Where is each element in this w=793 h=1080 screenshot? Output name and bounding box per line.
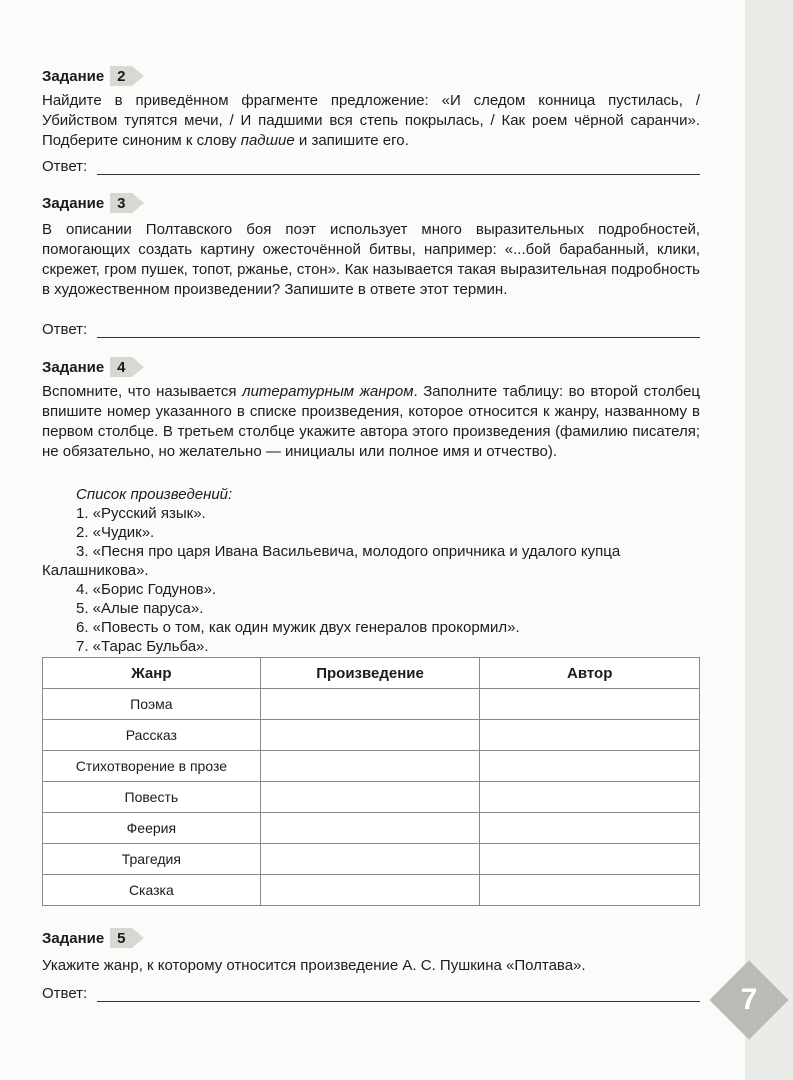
table-row <box>43 751 700 782</box>
table-row <box>43 720 700 751</box>
task-5-answer <box>42 985 700 1002</box>
table-row <box>43 875 700 906</box>
work-cell[interactable] <box>260 782 480 813</box>
genre-cell: Трагедия <box>43 844 261 875</box>
genre-cell: Сказка <box>43 875 261 906</box>
task-3-answer <box>42 321 700 338</box>
table-row <box>43 689 700 720</box>
task-4-header <box>42 357 144 377</box>
task-2-label: Задание <box>42 67 105 85</box>
work-cell[interactable] <box>260 689 480 720</box>
task-5-number-tail <box>132 928 144 948</box>
works-list <box>42 485 700 656</box>
table-header-row <box>43 658 700 689</box>
task-3-answer-line[interactable] <box>97 323 700 338</box>
task-2-number: 2 <box>110 66 132 86</box>
genre-cell: Повесть <box>43 782 261 813</box>
author-cell[interactable] <box>480 751 700 782</box>
list-item: 3. «Песня про царя Ивана Васильевича, молодого опричника и удалого купца <box>76 543 621 560</box>
task-4-number-tail <box>132 357 144 377</box>
task-2-text-part: Найдите в приведённом фрагменте предложение: «И следом конница пустилась, / Убийством тупятся мечи, / И падшими вся степь покрылась, / Как роем чёрной саранчи». Подберите синоним к слову <box>42 92 700 149</box>
task-2-answer-label: Ответ: <box>42 158 88 175</box>
header-author: Автор <box>480 658 700 689</box>
task-5-label: Задание <box>42 929 105 947</box>
page-edge-strip <box>745 0 793 1080</box>
list-item-continuation: Калашникова». <box>42 562 149 579</box>
task-2-header <box>42 66 144 86</box>
task-3-label: Задание <box>42 194 105 212</box>
task-3-text: В описании Полтавского боя поэт использует много выразительных подробностей, помогающих создать картину ожесточённой битвы, например: «...бой барабанный, клики, скрежет, гром пушек, топот, ржанье, стон». Как называется такая выразительная подробность в художественном произведении? Запишите в ответе этот термин. <box>42 221 700 298</box>
task-5-answer-label: Ответ: <box>42 985 88 1002</box>
genre-cell: Стихотворение в прозе <box>43 751 261 782</box>
task-2-answer-line[interactable] <box>97 160 700 175</box>
work-cell[interactable] <box>260 844 480 875</box>
task-2-answer <box>42 158 700 175</box>
task-2-text <box>42 91 700 151</box>
author-cell[interactable] <box>480 844 700 875</box>
task-5-text: Укажите жанр, к которому относится произведение А. С. Пушкина «Полтава». <box>42 957 586 974</box>
genre-cell: Поэма <box>43 689 261 720</box>
task-4-emphasis: литературным жанром <box>242 383 414 400</box>
task-4-text <box>42 382 700 462</box>
works-list-title: Список произведений: <box>76 486 233 503</box>
work-cell[interactable] <box>260 875 480 906</box>
author-cell[interactable] <box>480 689 700 720</box>
task-5-header <box>42 928 144 948</box>
work-cell[interactable] <box>260 813 480 844</box>
list-item: 1. «Русский язык». <box>76 505 206 522</box>
task-5-answer-line[interactable] <box>97 987 700 1002</box>
author-cell[interactable] <box>480 782 700 813</box>
list-item: 4. «Борис Годунов». <box>76 581 217 598</box>
list-item: 5. «Алые паруса». <box>76 600 204 617</box>
author-cell[interactable] <box>480 875 700 906</box>
task-2-emphasis: падшие <box>240 132 295 149</box>
work-cell[interactable] <box>260 751 480 782</box>
list-item: 6. «Повесть о том, как один мужик двух генералов прокормил». <box>76 619 520 636</box>
work-cell[interactable] <box>260 720 480 751</box>
header-work: Произведение <box>260 658 480 689</box>
table-row <box>43 813 700 844</box>
task-4-label: Задание <box>42 358 105 376</box>
task-3-answer-label: Ответ: <box>42 321 88 338</box>
task-3-number-tail <box>132 193 144 213</box>
header-genre: Жанр <box>43 658 261 689</box>
task-2-text-end: и запишите его. <box>294 132 409 149</box>
task-4-text-part: Вспомните, что называется <box>42 383 243 400</box>
author-cell[interactable] <box>480 720 700 751</box>
table-row <box>43 844 700 875</box>
table-row <box>43 782 700 813</box>
author-cell[interactable] <box>480 813 700 844</box>
task-3-header <box>42 193 144 213</box>
list-item: 7. «Тарас Бульба». <box>76 638 209 655</box>
page-number: 7 <box>740 983 758 1016</box>
genre-cell: Рассказ <box>43 720 261 751</box>
genre-table <box>42 657 700 906</box>
task-4-text-end: . Заполните таблицу: во второй столбец впишите номер указанного в списке произведения, которое относится к жанру, названному в первом столбце. В третьем столбце укажите автора этого произведения (фамилию писателя; не обязательно, но желательно — инициалы или полное имя и отчество). <box>42 383 700 460</box>
task-2-number-tail <box>132 66 144 86</box>
list-item: 2. «Чудик». <box>76 524 155 541</box>
task-4-number: 4 <box>110 357 132 377</box>
task-3-number: 3 <box>110 193 132 213</box>
genre-cell: Феерия <box>43 813 261 844</box>
task-5-number: 5 <box>110 928 132 948</box>
